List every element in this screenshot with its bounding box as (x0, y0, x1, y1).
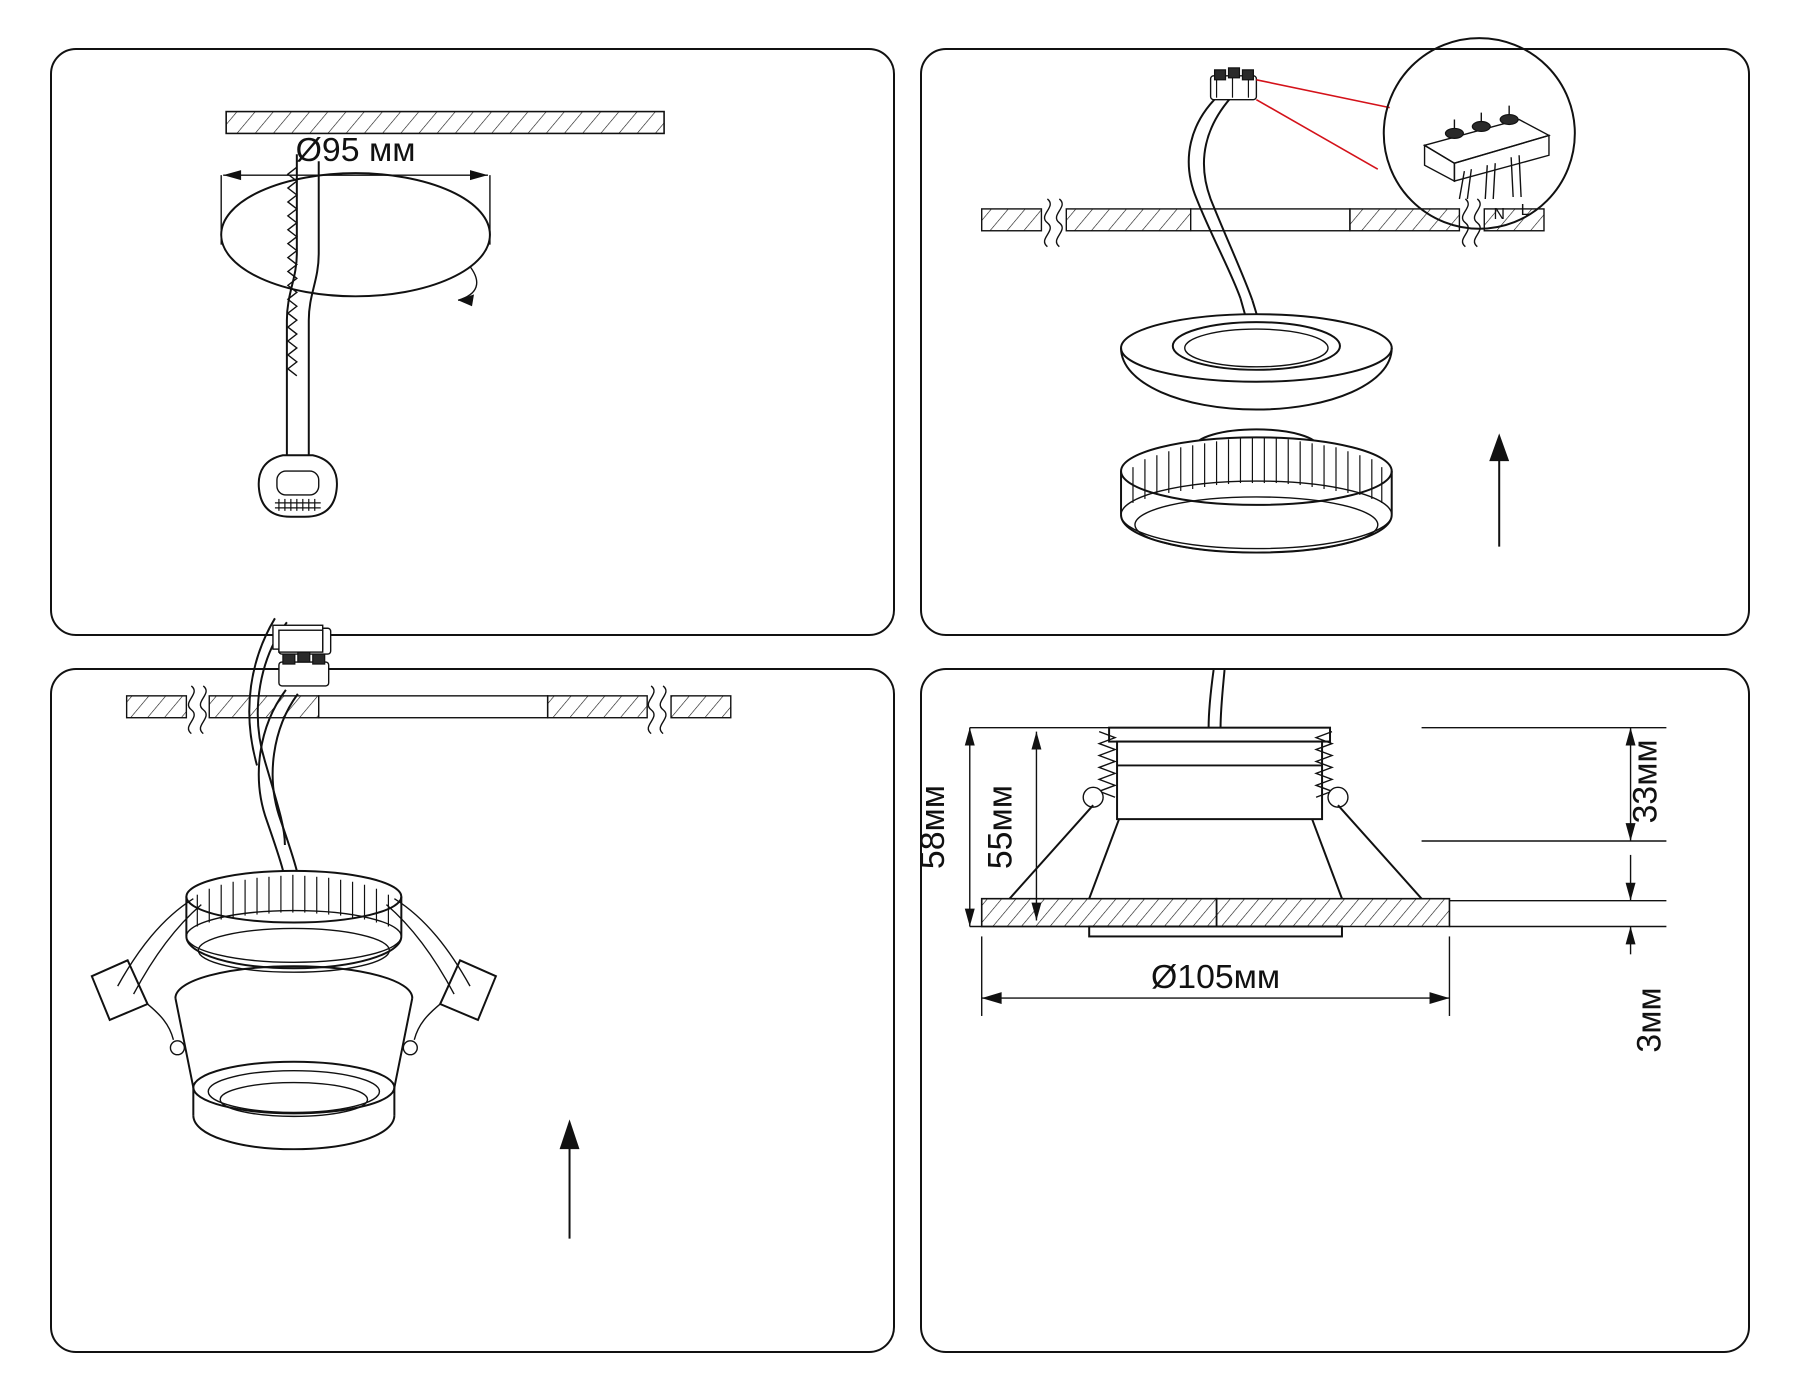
ceiling-hatch-icon (127, 686, 731, 734)
dimensions-panel (913, 668, 1750, 1353)
total-height-label: 58мм (913, 785, 952, 870)
outer-diameter-label: Ø105мм (1150, 958, 1281, 997)
terminal-label-l: L (1520, 201, 1530, 219)
recess-depth-dimension (1422, 728, 1667, 841)
outer-diameter-dimension (982, 936, 1450, 1016)
ceiling-hatch-icon (226, 112, 664, 134)
wire-and-connector (273, 625, 323, 652)
up-arrow-icon (1489, 433, 1509, 546)
cut-hole-step-panel (50, 48, 895, 636)
trim-thickness-dimension (1449, 855, 1668, 1053)
wire-stub (1209, 670, 1225, 728)
hole-outline (221, 173, 490, 296)
terminal-block-detail (1425, 106, 1549, 199)
terminal-block-icon (1211, 68, 1257, 100)
up-arrow-icon (560, 1119, 580, 1238)
wire-icon (1189, 92, 1253, 301)
insert-fixture-step-panel (50, 668, 895, 1353)
fixture-heatsink (186, 871, 401, 972)
supply-wire-visible (259, 690, 301, 897)
diameter-dimension-label: Ø95 мм (295, 131, 416, 170)
terminal-label-n: N (1493, 205, 1505, 223)
body-height-label: 55мм (981, 785, 1020, 870)
hole-saw-icon (259, 154, 337, 517)
fixture-module-body (1121, 429, 1392, 552)
ceiling-hatch-icon (982, 199, 1544, 247)
recess-depth-label: 33мм (1626, 739, 1665, 824)
diameter-dimension (221, 170, 490, 244)
fixture-trim-top (1121, 314, 1392, 409)
fixture-trim-cup (175, 966, 412, 1149)
trim-thickness-label: 3мм (1630, 987, 1669, 1053)
detail-leader-lines (1256, 80, 1389, 169)
body-height-dimension (982, 732, 1042, 921)
connector-block-icon (279, 652, 329, 686)
section-profile (982, 728, 1450, 937)
connect-wiring-step-panel (920, 48, 1750, 636)
